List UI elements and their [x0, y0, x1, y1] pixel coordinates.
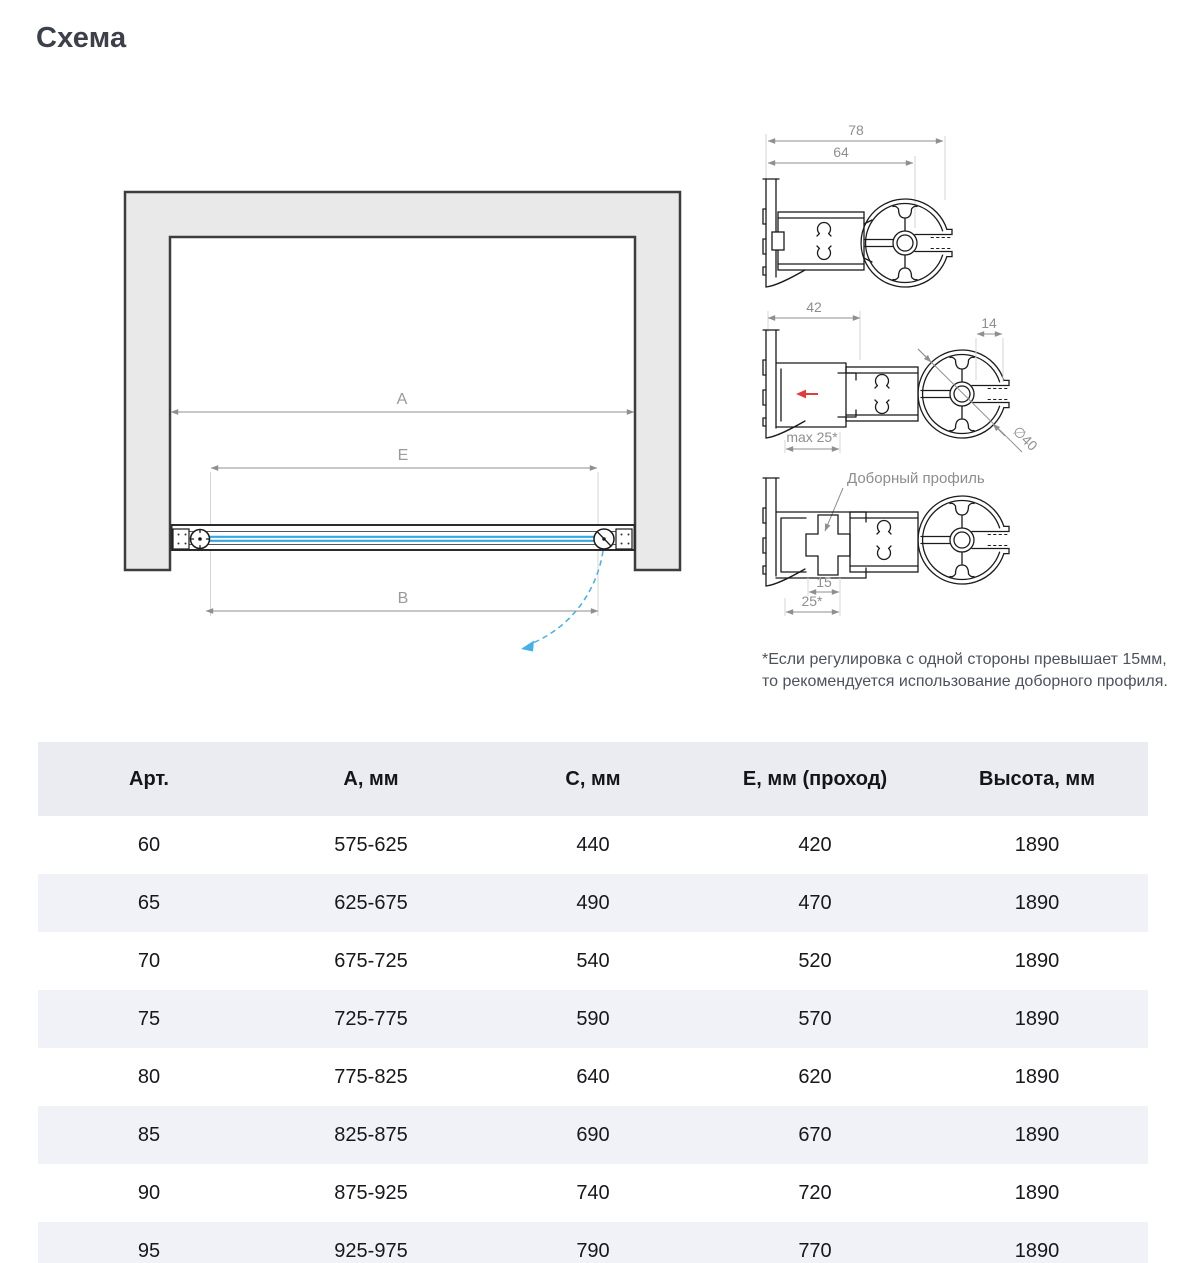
table-cell: 625-675	[260, 874, 482, 932]
door-frame-diagram	[125, 192, 680, 652]
table-cell: 75	[38, 990, 260, 1048]
dim-64: 64	[833, 144, 849, 160]
dim-label-b: B	[397, 590, 409, 607]
profile-section-bottom	[763, 470, 1009, 616]
table-cell: 1890	[1014, 949, 1060, 972]
door-rail	[172, 525, 635, 550]
table-cell: 1890	[1014, 833, 1060, 856]
dim-15: 15	[816, 574, 832, 590]
table-cell: 720	[798, 1181, 832, 1204]
table-cell: 875-925	[334, 1181, 408, 1204]
table-cell: 640	[576, 1065, 610, 1088]
adjust-arrow	[796, 390, 818, 399]
table-cell: 90	[137, 1181, 161, 1204]
footnote-line-1: *Если регулировка с одной стороны превышает 15мм,	[762, 651, 1167, 668]
knob-profile-top	[861, 199, 952, 287]
table-cell: 775-825	[334, 1065, 408, 1088]
table-cell: 1890	[926, 1222, 1148, 1263]
table-cell: 1890	[926, 990, 1148, 1048]
col-header-a: А, мм	[260, 742, 482, 816]
dim-label-e: E	[397, 447, 409, 464]
table-cell: 420	[798, 833, 832, 856]
col-header-art: Арт.	[38, 742, 260, 816]
knob-profile-bottom	[918, 496, 1009, 584]
slider-box-bottom	[850, 512, 918, 572]
slider-box-middle	[846, 367, 918, 421]
table-row	[38, 1164, 1148, 1222]
table-cell: 575-625	[334, 833, 408, 856]
table-row	[38, 816, 1148, 874]
table-cell: 740	[576, 1181, 610, 1204]
table-cell: 925-975	[260, 1222, 482, 1263]
door-swing-arc	[521, 551, 603, 652]
table-cell: 570	[704, 990, 926, 1048]
dim-78: 78	[848, 122, 864, 138]
table-cell: 770	[704, 1222, 926, 1263]
dim-42: 42	[806, 299, 822, 315]
table-cell: 620	[798, 1065, 832, 1088]
wall-channel-bottom	[776, 512, 866, 578]
profile-section-middle	[763, 299, 1041, 454]
table-row	[38, 932, 1148, 990]
table-cell: 1890	[926, 1106, 1148, 1164]
table-cell: 540	[576, 949, 610, 972]
table-cell: 1890	[1014, 1065, 1060, 1088]
table-body	[38, 816, 1148, 1263]
dim-25: 25*	[801, 593, 823, 609]
dim-14: 14	[981, 315, 997, 331]
wall-channel-top	[772, 212, 872, 270]
wall-frame	[125, 192, 680, 570]
table-row	[38, 990, 1148, 1048]
table-row	[38, 1048, 1148, 1106]
table-cell: 690	[482, 1106, 704, 1164]
table-cell: 1890	[926, 874, 1148, 932]
table-cell: 95	[38, 1222, 260, 1263]
table-cell: 675-725	[334, 949, 408, 972]
dim-d40: ∅40	[1009, 422, 1041, 454]
footnote-line-2: то рекомендуется использование доборного профиля.	[762, 673, 1168, 690]
footnote	[762, 649, 1182, 693]
col-header-height: Высота, мм	[926, 742, 1148, 816]
table-cell: 670	[704, 1106, 926, 1164]
col-header-e: Е, мм (проход)	[704, 742, 926, 816]
table-cell: 65	[38, 874, 260, 932]
table-cell: 1890	[1014, 1181, 1060, 1204]
table-cell: 85	[38, 1106, 260, 1164]
table-cell: 60	[137, 833, 161, 856]
table-cell: 70	[137, 949, 161, 972]
dim-max25: max 25*	[786, 429, 838, 445]
table-cell: 520	[798, 949, 832, 972]
table-cell: 790	[482, 1222, 704, 1263]
page-title: Схема	[36, 22, 127, 54]
size-spec-table	[38, 742, 1148, 1263]
table-cell: 590	[482, 990, 704, 1048]
table-row	[38, 1222, 1148, 1263]
table-cell: 490	[482, 874, 704, 932]
profile-section-top	[763, 122, 952, 287]
extension-profile-label: Доборный профиль	[847, 470, 985, 487]
table-row	[38, 874, 1148, 932]
col-header-c: С, мм	[482, 742, 704, 816]
table-row	[38, 1106, 1148, 1164]
table-cell: 80	[137, 1065, 161, 1088]
dim-label-a: A	[396, 391, 408, 408]
table-header-row	[38, 742, 1148, 816]
table-cell: 440	[576, 833, 610, 856]
table-cell: 825-875	[260, 1106, 482, 1164]
table-cell: 725-775	[260, 990, 482, 1048]
table-cell: 470	[704, 874, 926, 932]
